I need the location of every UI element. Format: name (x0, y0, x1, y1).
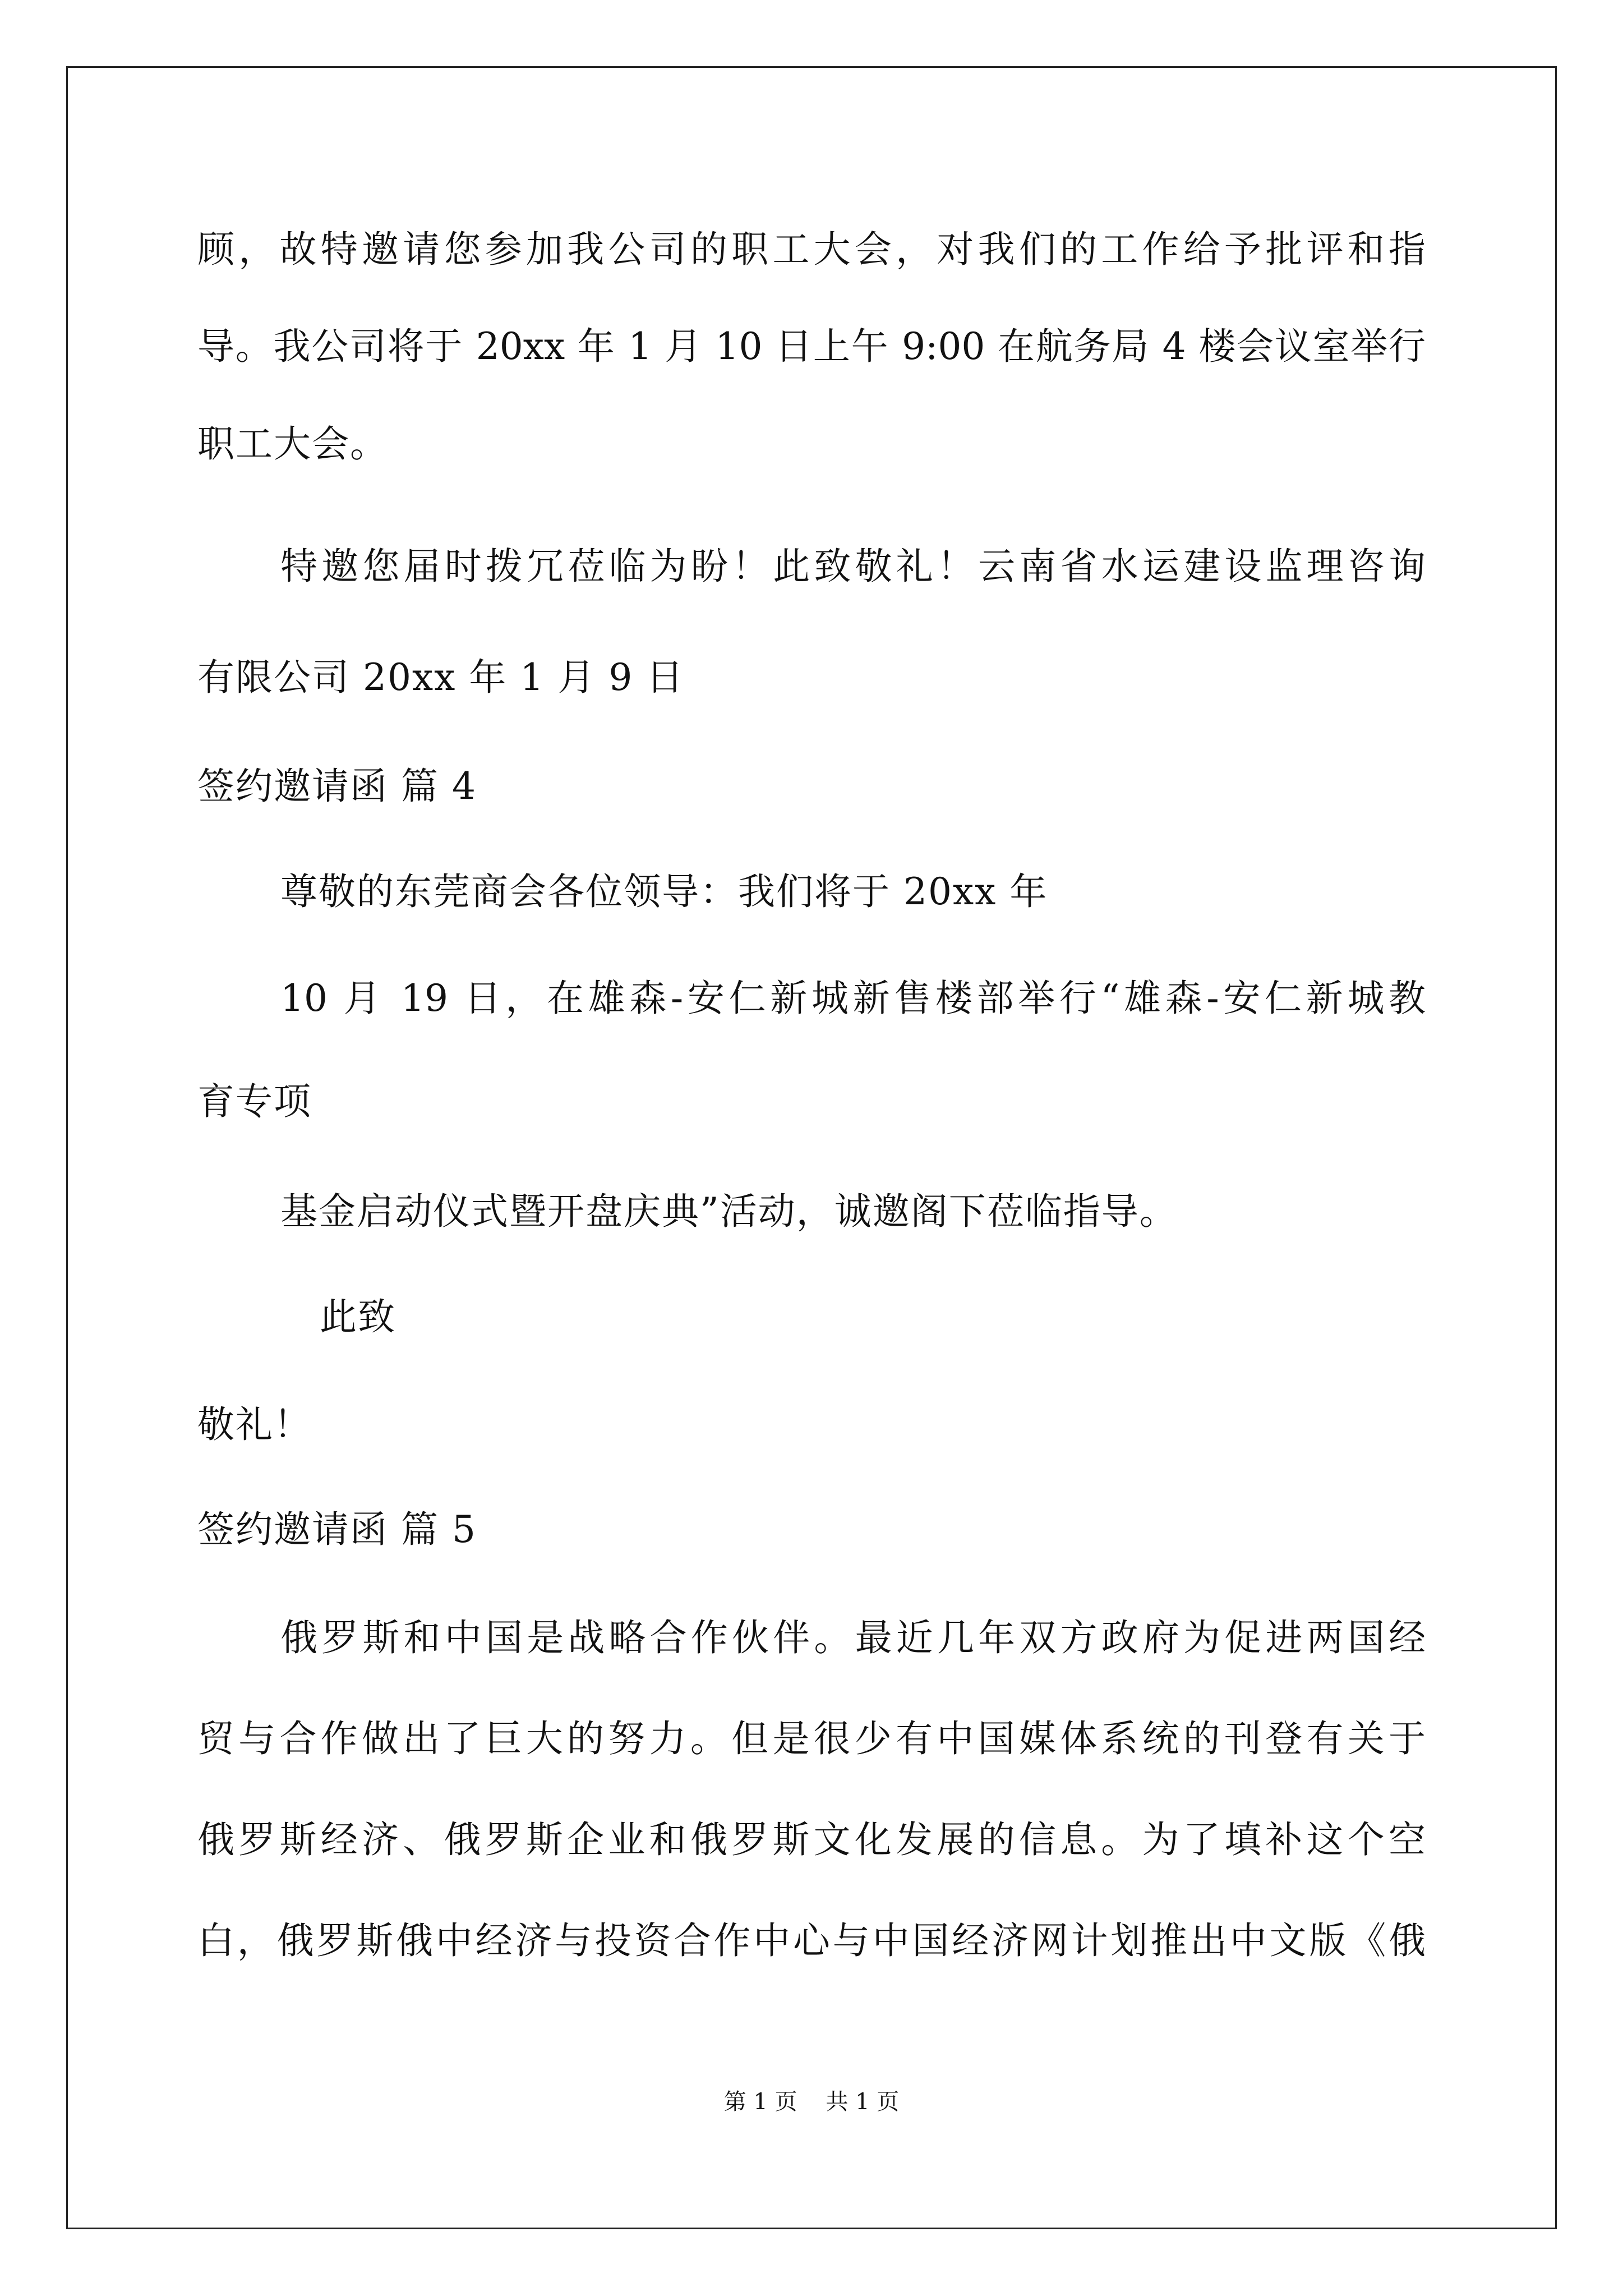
paragraph-line: 10 月 19 日，在雄森-安仁新城新售楼部举行“雄森-安仁新城教 (280, 977, 1426, 1020)
paragraph-line: 有限公司 20xx 年 1 月 9 日 (197, 656, 685, 699)
paragraph-line: 俄罗斯和中国是战略合作伙伴。最近几年双方政府为促进两国经 (280, 1616, 1426, 1659)
section-heading: 签约邀请函 篇 4 (197, 765, 477, 808)
paragraph-line: 尊敬的东莞商会各位领导：我们将于 20xx 年 (280, 870, 1048, 913)
paragraph-line: 职工大会。 (197, 422, 388, 466)
paragraph-line: 育专项 (197, 1080, 312, 1123)
paragraph-line: 导。我公司将于 20xx 年 1 月 10 日上午 9:00 在航务局 4 楼会议室举行 (197, 325, 1426, 368)
paragraph-line: 贸与合作做出了巨大的努力。但是很少有中国媒体系统的刊登有关于 (197, 1717, 1426, 1760)
closing-line: 敬礼！ (197, 1403, 312, 1446)
paragraph-line: 俄罗斯经济、俄罗斯企业和俄罗斯文化发展的信息。为了填补这个空 (197, 1818, 1426, 1861)
page-border (66, 66, 1557, 2229)
paragraph-line: 白，俄罗斯俄中经济与投资合作中心与中国经济网计划推出中文版《俄 (197, 1919, 1426, 1962)
page-footer: 第 1 页 共 1 页 (723, 2089, 900, 2115)
section-heading: 签约邀请函 篇 5 (197, 1508, 477, 1551)
paragraph-line: 基金启动仪式暨开盘庆典”活动，诚邀阁下莅临指导。 (280, 1190, 1178, 1233)
closing-line: 此致 (320, 1295, 396, 1338)
paragraph-line: 特邀您届时拨冗莅临为盼！此致敬礼！云南省水运建设监理咨询 (280, 545, 1426, 588)
paragraph-line: 顾，故特邀请您参加我公司的职工大会，对我们的工作给予批评和指 (197, 228, 1426, 271)
